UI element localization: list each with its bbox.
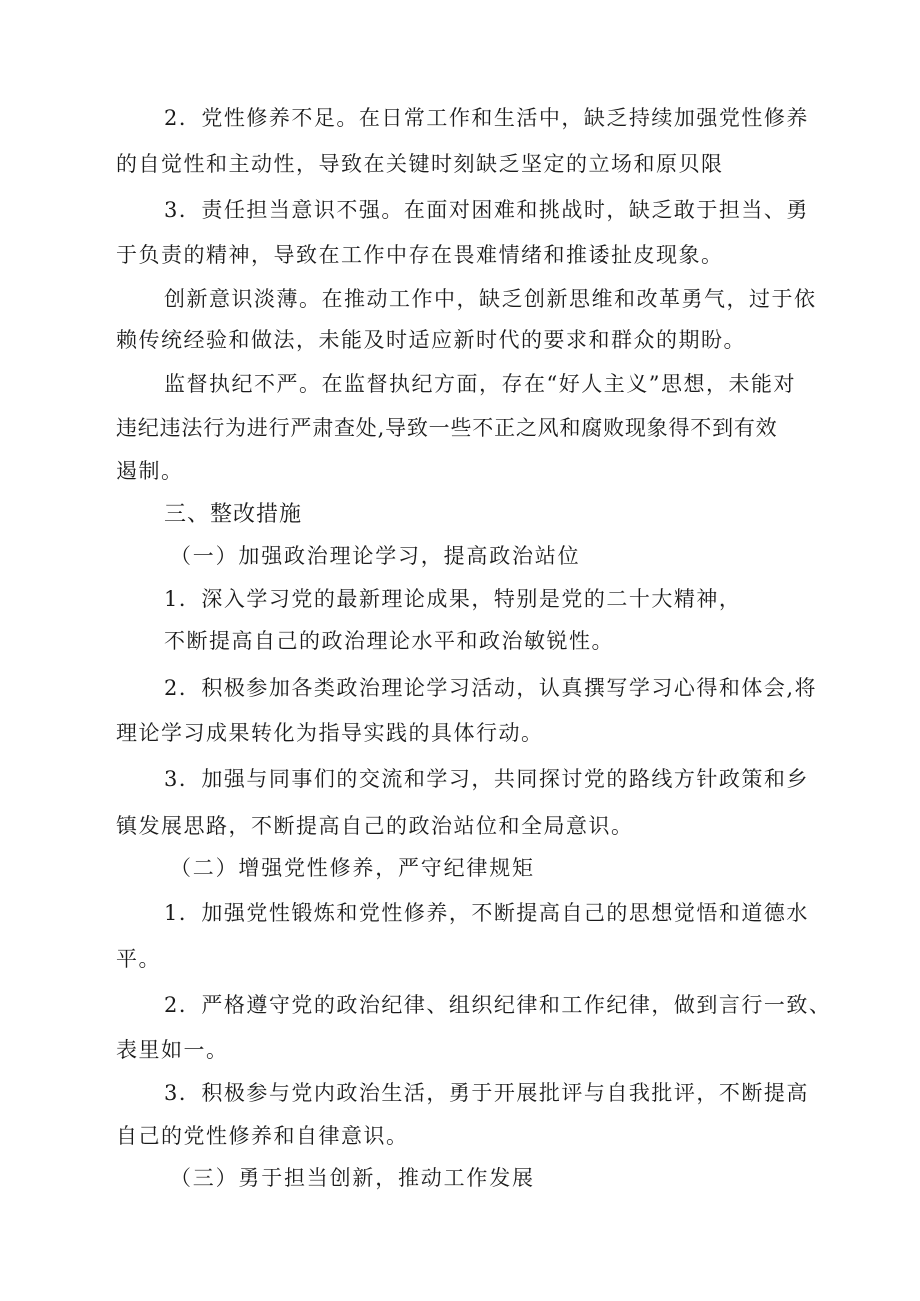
subsection-heading: （一）加强政治理论学习，提高政治站位: [170, 544, 581, 568]
paragraph-line: 1．深入学习党的最新理论成果，特别是党的二十大精神，: [164, 587, 742, 611]
section-heading: 三、整改措施: [164, 502, 303, 527]
paragraph-line: 不断提高自己的政治理论水平和政治敏锐性。: [164, 629, 614, 653]
paragraph-line: 违纪违法行为进行严肃查处,导致一些不正之风和腐败现象得不到有效: [116, 416, 778, 440]
paragraph-line: 于负责的精神，导致在工作中存在畏难情绪和推诿扯皮现象。: [116, 243, 724, 267]
paragraph-line: 赖传统经验和做法，未能及时适应新时代的要求和群众的期盼。: [116, 328, 746, 352]
paragraph-line: 3．责任担当意识不强。在面对困难和挑战时，缺乏敢于担当、勇: [164, 198, 809, 222]
paragraph-line: 2．严格遵守党的政治纪律、组织纪律和工作纪律，做到言行一致、: [164, 993, 832, 1017]
paragraph-line: 平。: [116, 947, 161, 971]
paragraph-line: 理论学习成果转化为指导实践的具体行动。: [116, 721, 544, 745]
paragraph-line: 自己的党性修养和自律意识。: [116, 1124, 409, 1148]
subsection-heading: （三）勇于担当创新，推动工作发展: [170, 1166, 535, 1190]
paragraph-line: 2．积极参加各类政治理论学习活动，认真撰写学习心得和体会,将: [164, 676, 818, 700]
paragraph-line: 的自觉性和主动性，导致在关键时刻缺乏坚定的立场和原贝限: [116, 152, 724, 176]
paragraph-line: 创新意识淡薄。在推动工作中，缺乏创新思维和改革勇气，过于依: [164, 287, 817, 311]
paragraph-line: 表里如一。: [116, 1038, 229, 1062]
paragraph-line: 遏制。: [116, 459, 184, 483]
paragraph-line: 3．积极参与党内政治生活，勇于开展批评与自我批评，不断提高: [164, 1081, 809, 1105]
paragraph-line: 2．党性修养不足。在日常工作和生活中，缺乏持续加强党性修养: [164, 106, 809, 130]
subsection-heading: （二）增强党性修养，严守纪律规矩: [170, 856, 535, 880]
paragraph-line: 1．加强党性锻炼和党性修养，不断提高自己的思想觉悟和道德水: [164, 901, 809, 925]
paragraph-line: 3．加强与同事们的交流和学习，共同探讨党的路线方针政策和乡: [164, 767, 809, 791]
paragraph-line: 镇发展思路，不断提高自己的政治站位和全局意识。: [116, 814, 634, 838]
paragraph-line: 监督执纪不严。在监督执纪方面，存在“好人主义”思想，未能对: [164, 372, 796, 396]
